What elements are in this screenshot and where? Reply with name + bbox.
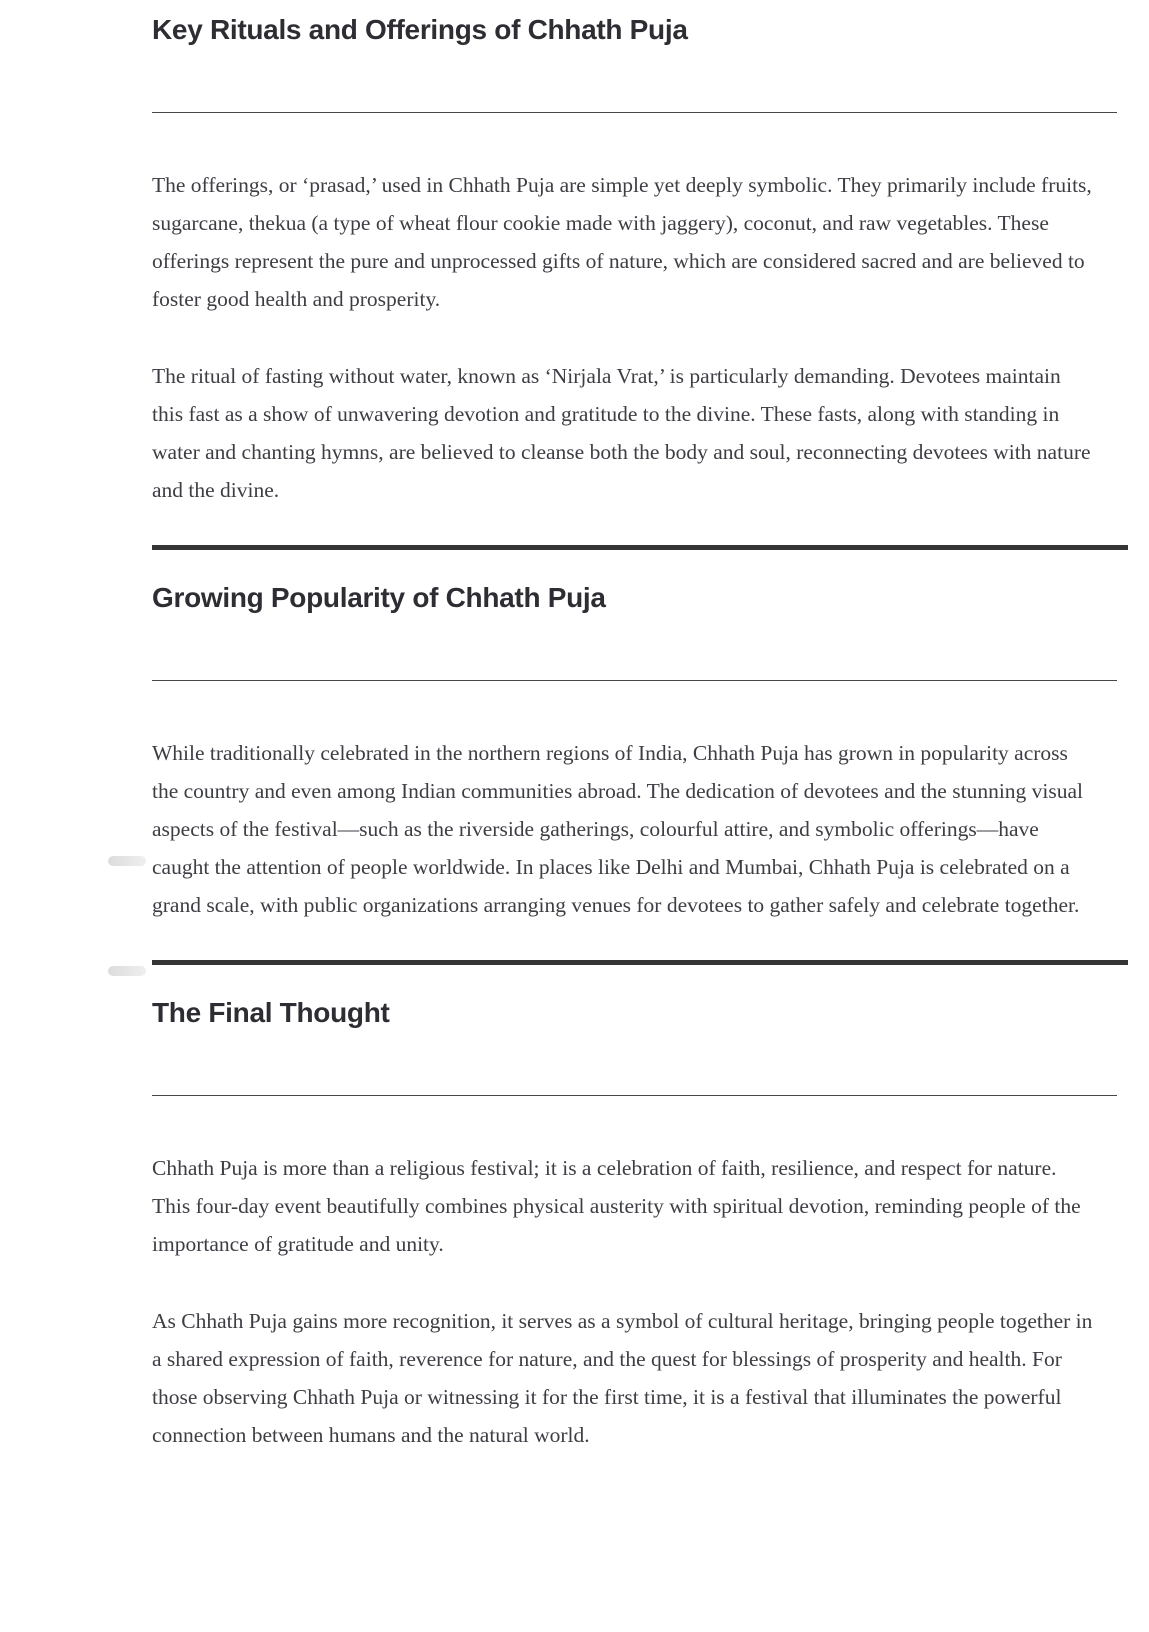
article-section-growing-popularity xyxy=(152,581,1128,924)
article-content xyxy=(152,0,1128,1454)
side-margin-dash-indicator xyxy=(108,966,146,976)
thick-divider xyxy=(152,960,1128,965)
thick-divider xyxy=(152,545,1128,550)
article-section-final-thought xyxy=(152,996,1128,1454)
side-margin-dash-indicator xyxy=(108,856,146,866)
paragraph: The ritual of fasting without water, known as ‘Nirjala Vrat,’ is particularly demanding. Devotees maintain this fast as a show of unwavering devotion and gratitude to the divine. These fasts, along with standing in water and chanting hymns, are believed to cleanse both the body and soul, reconnecting devotees with nature and the divine. xyxy=(152,364,1091,502)
section-heading: The Final Thought xyxy=(152,997,390,1028)
article-section-key-rituals xyxy=(152,13,1128,509)
thin-divider xyxy=(152,1095,1117,1096)
paragraph: The offerings, or ‘prasad,’ used in Chhath Puja are simple yet deeply symbolic. They primarily include fruits, sugarcane, thekua (a type of wheat flour cookie made with jaggery), coconut, and raw vegetables. These offerings represent the pure and unprocessed gifts of nature, which are considered sacred and are believed to foster good health and prosperity. xyxy=(152,173,1092,311)
paragraph: Chhath Puja is more than a religious festival; it is a celebration of faith, resilience, and respect for nature. This four-day event beautifully combines physical austerity with spiritual devotion, reminding people of the importance of gratitude and unity. xyxy=(152,1156,1081,1256)
paragraph: While traditionally celebrated in the northern regions of India, Chhath Puja has grown in popularity across the country and even among Indian communities abroad. The dedication of devotees and the stunning visual aspects of the festival—such as the riverside gatherings, colourful attire, and symbolic offerings—have caught the attention of people worldwide. In places like Delhi and Mumbai, Chhath Puja is celebrated on a grand scale, with public organizations arranging venues for devotees to gather safely and celebrate together. xyxy=(152,741,1084,917)
thin-divider xyxy=(152,680,1117,681)
thin-divider xyxy=(152,112,1117,113)
section-heading: Key Rituals and Offerings of Chhath Puja xyxy=(152,14,688,45)
section-heading: Growing Popularity of Chhath Puja xyxy=(152,582,606,613)
paragraph: As Chhath Puja gains more recognition, it serves as a symbol of cultural heritage, bringing people together in a shared expression of faith, reverence for nature, and the quest for blessings of prosperity and health. For those observing Chhath Puja or witnessing it for the first time, it is a festival that illuminates the powerful connection between humans and the natural world. xyxy=(152,1309,1093,1447)
